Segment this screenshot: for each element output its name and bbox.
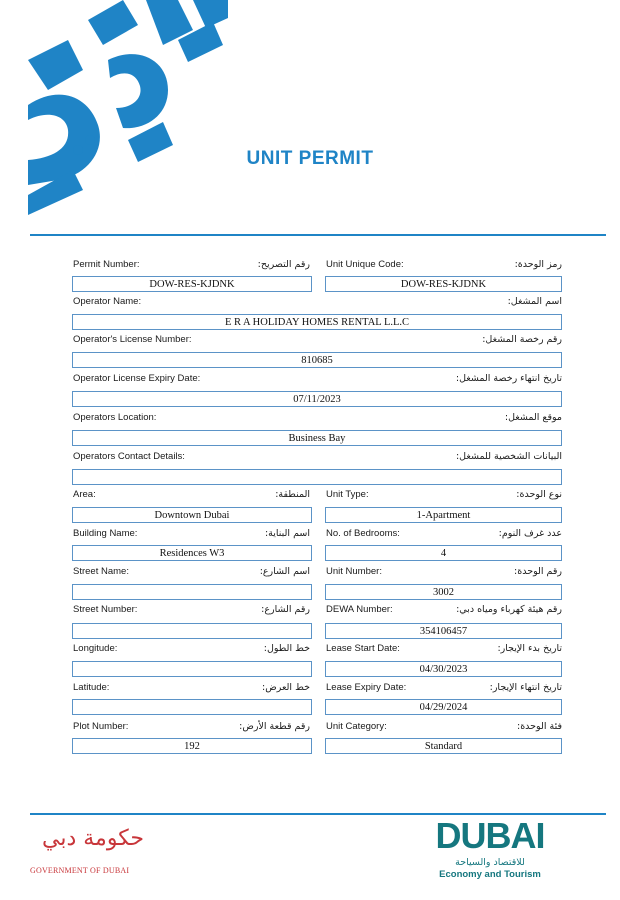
street-name-field [72, 584, 312, 600]
lease-expiry-label-ar: تاريخ انتهاء الإيجار: [489, 682, 562, 693]
operators-location-label-ar: موقع المشغل: [504, 412, 562, 423]
unit-type-label-ar: نوع الوحدة: [516, 489, 562, 500]
dewa-number-label: DEWA Number: [326, 604, 393, 615]
government-of-dubai-logo [30, 826, 150, 878]
street-name-label-ar: اسم الشارع: [259, 566, 310, 577]
longitude-field [72, 661, 312, 677]
bedrooms-field: 4 [325, 545, 562, 561]
operator-name-field: E R A HOLIDAY HOMES RENTAL L.L.C [72, 314, 562, 330]
area-label: Area: [73, 489, 96, 500]
lease-start-field: 04/30/2023 [325, 661, 562, 677]
lease-expiry-label: Lease Expiry Date: [326, 682, 407, 693]
plot-number-label-ar: رقم قطعة الأرض: [239, 721, 310, 732]
bedrooms-label: No. of Bedrooms: [326, 528, 400, 539]
street-number-label-ar: رقم الشارع: [261, 604, 310, 615]
operator-license-expiry-label: Operator License Expiry Date: [73, 373, 201, 384]
unit-type-field: 1-Apartment [325, 507, 562, 523]
permit-number-field: DOW-RES-KJDNK [72, 276, 312, 292]
building-name-label-ar: اسم البناية: [264, 528, 310, 539]
building-name-field: Residences W3 [72, 545, 312, 561]
operator-license-number-label: Operator's License Number: [73, 334, 192, 345]
longitude-label: Longitude: [73, 643, 118, 654]
bedrooms-label-ar: عدد غرف النوم: [498, 528, 562, 539]
page-title: UNIT PERMIT [246, 148, 374, 169]
unit-unique-code-field: DOW-RES-KJDNK [325, 276, 562, 292]
street-number-label: Street Number: [73, 604, 138, 615]
operators-location-field: Business Bay [72, 430, 562, 446]
latitude-label-ar: خط العرض: [262, 682, 310, 693]
operator-name-label-ar: اسم المشغل: [507, 296, 562, 307]
operator-license-expiry-field: 07/11/2023 [72, 391, 562, 407]
building-name-label: Building Name: [73, 528, 138, 539]
street-name-label: Street Name: [73, 566, 129, 577]
unit-category-label: Unit Category: [326, 721, 387, 732]
lease-expiry-field: 04/29/2024 [325, 699, 562, 715]
unit-category-field: Standard [325, 738, 562, 754]
permit-number-label-ar: رقم التصريح: [257, 259, 310, 270]
operator-license-number-field: 810685 [72, 352, 562, 368]
operator-license-number-label-ar: رقم رخصة المشغل: [482, 334, 562, 345]
dewa-number-field: 354106457 [325, 623, 562, 639]
det-dubai-wordmark: DUBAI [435, 815, 545, 856]
det-arabic-wordmark: للاقتصاد والسياحة [455, 857, 525, 868]
gov-english-wordmark: GOVERNMENT OF DUBAI [30, 866, 130, 875]
unit-unique-code-label: Unit Unique Code: [326, 259, 404, 270]
operators-contact-label-ar: البيانات الشخصية للمشغل: [455, 451, 562, 462]
plot-number-label: Plot Number: [73, 721, 129, 732]
area-label-ar: المنطقة: [275, 489, 310, 500]
operators-location-label: Operators Location: [73, 412, 157, 423]
operator-license-expiry-label-ar: تاريخ انتهاء رخصة المشغل: [455, 373, 562, 384]
lease-start-label: Lease Start Date: [326, 643, 400, 654]
gov-arabic-wordmark: حكومة دبي [42, 826, 144, 851]
unit-category-label-ar: فئة الوحدة: [517, 721, 562, 732]
dubai-economy-tourism-logo [430, 816, 550, 888]
unit-number-field: 3002 [325, 584, 562, 600]
unit-type-label: Unit Type: [326, 489, 369, 500]
latitude-label: Latitude: [73, 682, 110, 693]
lease-start-label-ar: تاريخ بدء الإيجار: [497, 643, 562, 654]
area-field: Downtown Dubai [72, 507, 312, 523]
plot-number-field: 192 [72, 738, 312, 754]
unit-number-label: Unit Number: [326, 566, 382, 577]
operators-contact-label: Operators Contact Details: [73, 451, 185, 462]
street-number-field [72, 623, 312, 639]
permit-number-label: Permit Number: [73, 259, 140, 270]
dubai-brand-logo [28, 0, 228, 215]
latitude-field [72, 699, 312, 715]
operator-name-label: Operator Name: [73, 296, 142, 307]
det-english-wordmark: Economy and Tourism [439, 869, 541, 880]
operators-contact-field [72, 469, 562, 485]
header-divider [30, 234, 606, 236]
unit-number-label-ar: رقم الوحدة: [514, 566, 562, 577]
dewa-number-label-ar: رقم هيئة كهرباء ومياه دبي: [456, 604, 562, 615]
longitude-label-ar: خط الطول: [263, 643, 310, 654]
unit-unique-code-label-ar: رمز الوحدة: [514, 259, 562, 270]
